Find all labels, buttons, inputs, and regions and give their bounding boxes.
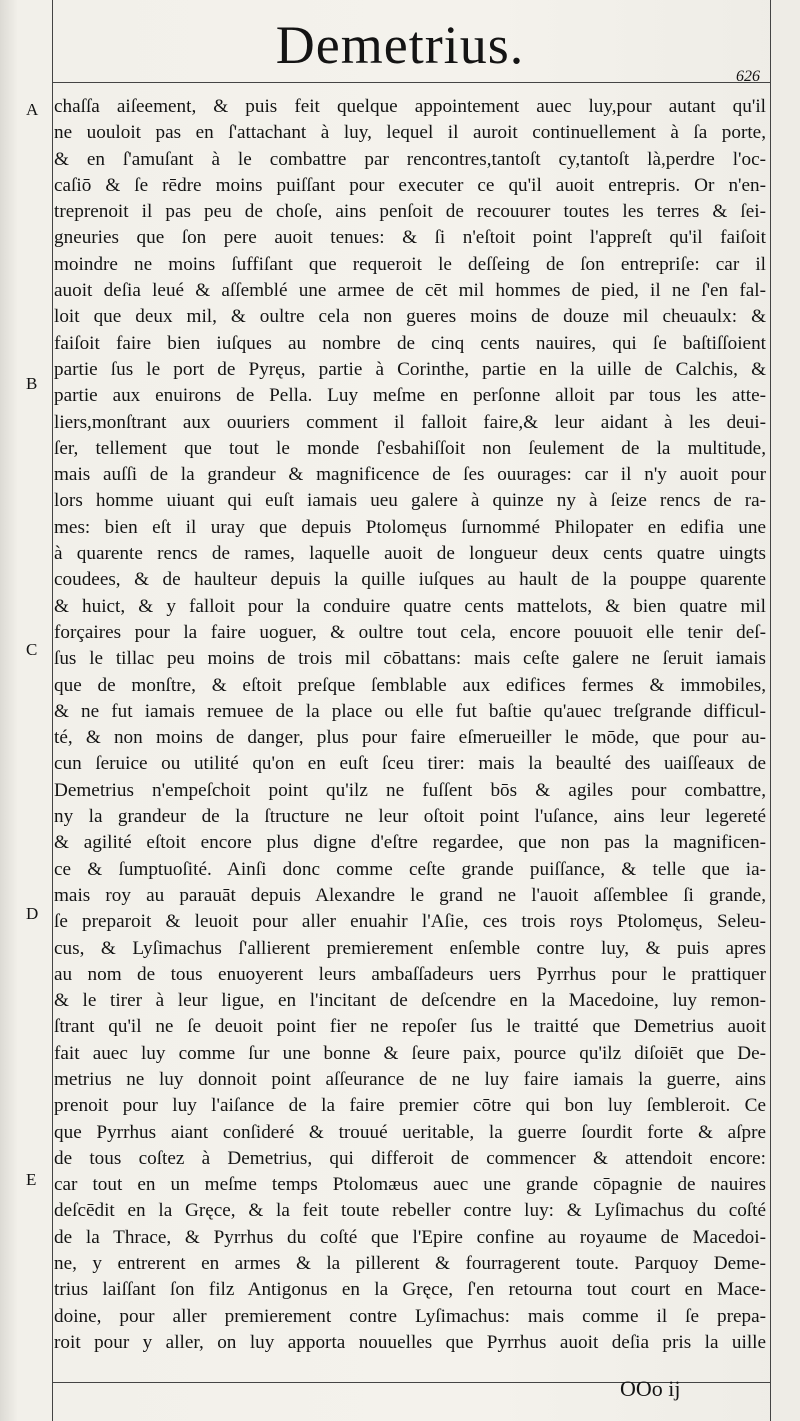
text-line: que Pyrrhus aiant conſideré & trouué ueritable, la guerre ſourdit forte & aſpre: [54, 1121, 766, 1143]
text-line: ſtrant qu'il ne ſe deuoit point fier ne repoſer ſus le traitté que Demetrius auoit: [54, 1016, 766, 1038]
text-line: té, & non moins de danger, plus pour faire eſmerueiller le mōde, que pour au-: [54, 727, 766, 749]
page-number: 626: [736, 68, 760, 85]
text-line: ſe preparoit & leuoit pour aller enuahir l'Aſie, ces trois roys Ptolomęus, Seleu-: [54, 911, 766, 933]
text-line: chaſſa aiſeement, & puis feit quelque appointement auec luy,pour autant qu'il: [54, 96, 766, 117]
text-line: partie aux enuirons de Pella. Luy meſme en perſonne alloit par tous les atte-: [54, 385, 766, 407]
text-line: lors homme uiuant qui euſt iamais ueu galere à quinze ny à ſeize rencs de ra-: [54, 490, 766, 512]
text-line: de la Thrace, & Pyrrhus du coſté que l'Epire confine au royaume de Macedoi-: [54, 1226, 766, 1248]
text-line: loit que deux mil, & oultre cela non gueres moins de douze mil cheuaulx: &: [54, 306, 766, 328]
text-line: cun ſeruice ou utilité qu'on en euſt ſceu tirer: mais la beaulté des uaiſſeaux de: [54, 753, 766, 775]
text-line: ne, y entrerent en armes & la pillerent & fourragerent toute. Parquoy Deme-: [54, 1253, 766, 1275]
text-line: deſcēdit en la Gręce, & la feit toute rebeller contre luy: & Lyſimachus du coſté: [54, 1200, 766, 1222]
text-line: ſus le tillac peu moins de trois mil cōbattans: mais ceſte galere ne ſeruit iamais: [54, 648, 766, 670]
text-line: forçaires pour la faire uoguer, & oultre tout cela, encore pouuoit elle tenir deſ-: [54, 621, 766, 643]
text-line: mais roy au parauāt depuis Alexandre le grand ne l'auoit aſſemblee ſi grande,: [54, 884, 766, 906]
text-line: & en ſ'amuſant à le combattre par rencontres,tantoſt cy,tantoſt là,perdre l'oc-: [54, 148, 766, 170]
text-line: mais auſſi de la grandeur & magnificence de ſes ouurages: car il n'y auoit pour: [54, 464, 766, 486]
text-line: & agilité eſtoit encore plus digne d'eſtre regardee, que non pas la magnificen-: [54, 832, 766, 854]
top-rule: [52, 82, 770, 83]
text-line: auoit deſia leué & aſſemblé une armee de cēt mil hommes de pied, il ne ſ'en fal-: [54, 280, 766, 302]
margin-marker-a: A: [26, 100, 39, 119]
text-line: car tout en un meſme temps Ptolomæus auec une grande cōpagnie de nauires: [54, 1174, 766, 1196]
text-line: trius laiſſant ſon filz Antigonus en la Gręce, ſ'en retourna tout court en Mace-: [54, 1279, 766, 1301]
text-line: ſer, tellement que tout le monde ſ'esbahiſſoit non ſeulement de la multitude,: [54, 437, 766, 459]
text-line: metrius ne luy donnoit point aſſeurance de ne luy faire iamais la guerre, ains: [54, 1068, 766, 1090]
page-title: Demetrius.: [275, 15, 525, 75]
body-text: [54, 94, 766, 1383]
text-line: que de monſtre, & eſtoit preſque ſemblable aux edifices fermes & immobiles,: [54, 674, 766, 696]
signature-mark: OOo ij: [620, 1376, 681, 1401]
margin-marker-c: C: [26, 640, 38, 659]
text-line: fait auec luy comme ſur une bonne & ſeure paix, pource qu'ilz diſoiēt que De-: [54, 1042, 766, 1064]
text-line: & le tirer à leur ligue, en l'incitant de deſcendre en la Macedoine, luy remon-: [54, 990, 766, 1012]
text-line: ny la grandeur de la ſtructure ne leur oſtoit point l'uſance, ains leur legereté: [54, 806, 766, 828]
text-line: coudees, & de haulteur depuis la quille iuſques au hault de la pouppe quarente: [54, 569, 766, 591]
right-rule: [770, 0, 771, 1421]
margin-marker-e: E: [26, 1170, 37, 1189]
text-line: liers,monſtrant aux ouuriers comment il falloit faire,& leur aidant à les deui-: [54, 411, 766, 433]
text-line: au nom de tous enuoyerent leurs ambaſſadeurs uers Pyrrhus pour le prattiquer: [54, 963, 766, 985]
margin-marker-b: B: [26, 374, 38, 393]
text-line: partie ſus le port de Pyręus, partie à Corinthe, partie en la uille de Calchis, &: [54, 358, 766, 380]
text-line: roit pour y aller, on luy apporta nouuelles que Pyrrhus auoit deſia pris la uille: [54, 1331, 766, 1353]
text-line: treprenoit il pas peu de choſe, ains penſoit de recouurer toutes les terres & ſei-: [54, 201, 766, 223]
text-line: & ne fut iamais remuee de la place ou elle fut baſtie qu'auec treſgrande difficul-: [54, 700, 766, 722]
text-line: faiſoit faire bien iuſques au nombre de cinq cents nauires, qui ſe baſtiſſoient: [54, 332, 766, 354]
text-line: ce & ſumptuoſité. Ainſi donc comme ceſte grande puiſſance, & telle que ia-: [54, 858, 766, 880]
left-rule: [52, 0, 53, 1421]
text-line: cus, & Lyſimachus ſ'allierent premierement enſemble contre luy, & puis apres: [54, 937, 766, 959]
text-line: de tous coſtez à Demetrius, qui differoit de commencer & attendoit encore:: [54, 1147, 766, 1169]
text-line: doine, pour aller premierement contre Lyſimachus: mais comme il ſe prepa-: [54, 1305, 766, 1327]
text-line: à quarente rencs de rames, laquelle auoit de longueur deux cents quatre uingts: [54, 543, 766, 565]
text-line: gneuries que ſon pere auoit tenues: & ſi n'eſtoit point l'appreſt qu'il faiſoit: [54, 227, 766, 249]
text-line: mes: bien eſt il uray que depuis Ptolomęus ſurnommé Philopater en edifia une: [54, 516, 766, 538]
text-line: caſiō & ſe rēdre moins puiſſant pour executer ce qu'il auoit entrepris. Or n'en-: [54, 174, 766, 196]
margin-marker-d: D: [26, 904, 39, 923]
text-line: moindre ne moins ſuffiſant que requeroit le deſſeing de ſon entrepriſe: car il: [54, 253, 766, 275]
text-line: prenoit pour luy l'aiſance de la faire premier cōtre qui bon luy ſembleroit. Ce: [54, 1095, 766, 1117]
text-line: Demetrius n'empeſchoit point qu'ilz ne fuſſent bōs & agiles pour combattre,: [54, 779, 766, 801]
text-line: & huict, & y falloit pour la conduire quatre cents mattelots, & bien quatre mil: [54, 595, 766, 617]
text-line: ne uouloit pas en ſ'attachant à luy, lequel il auroit continuellement à ſa porte,: [54, 122, 766, 144]
